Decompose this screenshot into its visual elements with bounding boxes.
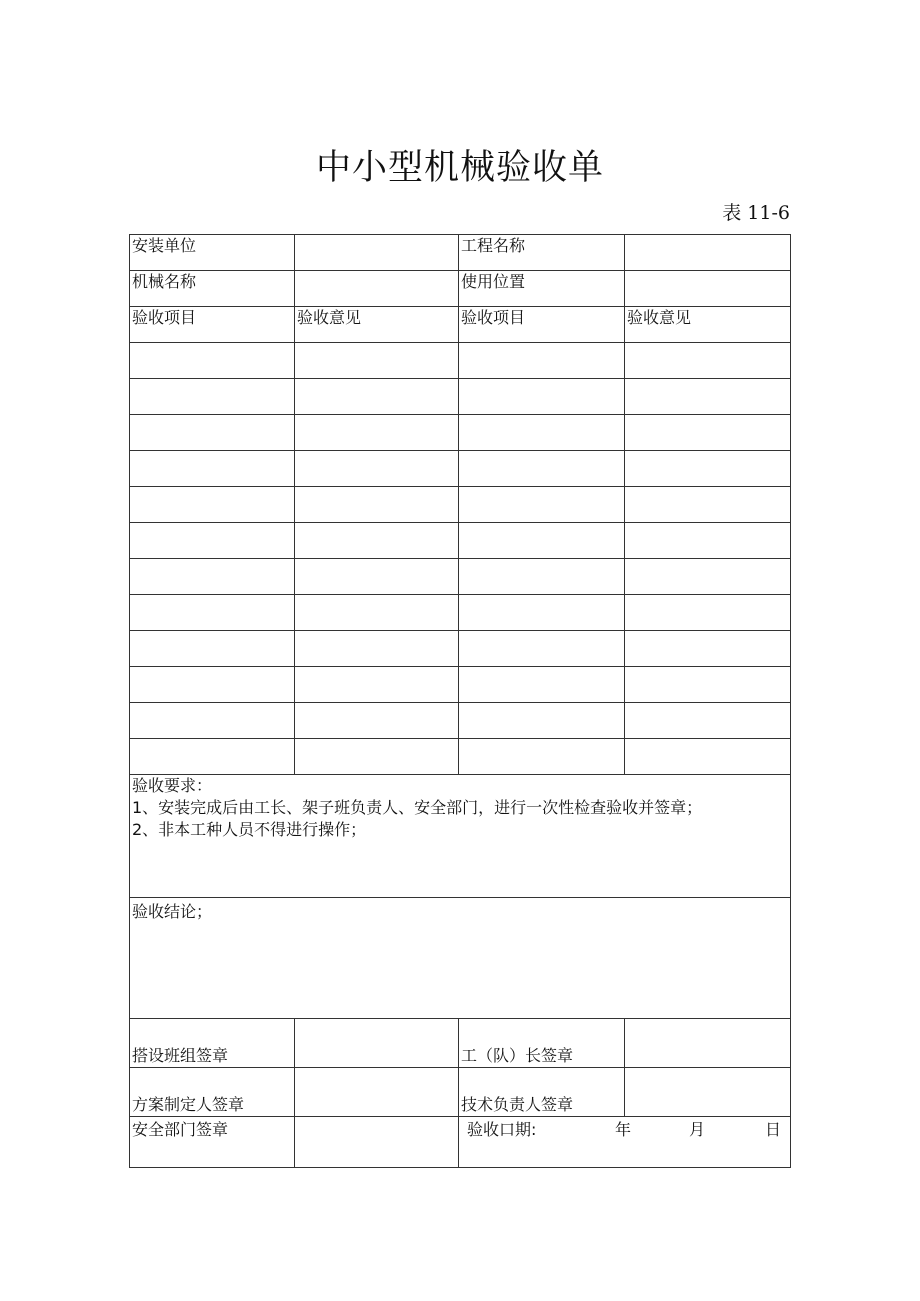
plan-sign-field[interactable] <box>295 1068 459 1117</box>
signature-row <box>130 1068 791 1117</box>
opinion-cell[interactable] <box>625 343 791 379</box>
signature-row <box>130 1117 791 1168</box>
form-title: 中小型机械验收单 <box>315 148 604 188</box>
tech-sign-field[interactable] <box>625 1068 791 1117</box>
conclusion-label: 验收结论； <box>132 902 213 921</box>
item-cell[interactable] <box>130 739 295 775</box>
opinion-cell[interactable] <box>295 703 459 739</box>
item-cell[interactable] <box>130 595 295 631</box>
use-location-field[interactable] <box>625 271 791 307</box>
opinion-cell[interactable] <box>625 667 791 703</box>
opinion-cell[interactable] <box>295 523 459 559</box>
requirements-heading: 验收要求： <box>132 776 213 795</box>
opinion-cell[interactable] <box>625 379 791 415</box>
opinion-cell[interactable] <box>625 487 791 523</box>
machine-name-field[interactable] <box>295 271 459 307</box>
date-year-label: 年 <box>615 1120 632 1139</box>
team-sign-field[interactable] <box>295 1019 459 1068</box>
table-row <box>130 559 791 595</box>
item-cell[interactable] <box>459 703 625 739</box>
table-row <box>130 703 791 739</box>
inspection-item-header: 验收项目 <box>130 307 295 343</box>
item-cell[interactable] <box>130 631 295 667</box>
safety-sign-label: 安全部门签章 <box>130 1117 295 1168</box>
item-cell[interactable] <box>130 451 295 487</box>
conclusion-row <box>130 898 791 1019</box>
item-cell[interactable] <box>459 559 625 595</box>
opinion-cell[interactable] <box>295 739 459 775</box>
inspection-opinion-header: 验收意见 <box>295 307 459 343</box>
opinion-cell[interactable] <box>295 415 459 451</box>
date-month-label: 月 <box>689 1120 706 1139</box>
item-cell[interactable] <box>130 559 295 595</box>
item-cell[interactable] <box>459 379 625 415</box>
team-sign-label: 搭设班组签章 <box>130 1019 295 1068</box>
table-row <box>130 487 791 523</box>
table-row <box>130 523 791 559</box>
item-cell[interactable] <box>130 523 295 559</box>
table-row <box>130 271 791 307</box>
requirement-line-2: 2、非本工种人员不得进行操作； <box>132 820 367 839</box>
table-row <box>130 307 791 343</box>
opinion-cell[interactable] <box>625 595 791 631</box>
requirement-line-1: 1、安装完成后由工长、架子班负责人、安全部门，进行一次性检查验收并签章； <box>132 798 703 817</box>
item-cell[interactable] <box>130 667 295 703</box>
opinion-cell[interactable] <box>625 559 791 595</box>
table-row <box>130 343 791 379</box>
conclusion-section[interactable] <box>130 898 791 1019</box>
item-cell[interactable] <box>459 451 625 487</box>
item-cell[interactable] <box>130 415 295 451</box>
item-cell[interactable] <box>459 487 625 523</box>
machine-name-label: 机械名称 <box>130 271 295 307</box>
table-number: 表 11-6 <box>722 202 790 224</box>
item-cell[interactable] <box>459 343 625 379</box>
table-row <box>130 451 791 487</box>
install-unit-label: 安装单位 <box>130 235 295 271</box>
item-cell[interactable] <box>130 343 295 379</box>
acceptance-date-label: 验收口期: <box>467 1120 537 1139</box>
acceptance-form-table <box>129 234 791 1168</box>
opinion-cell[interactable] <box>625 631 791 667</box>
acceptance-date-field[interactable] <box>459 1117 791 1168</box>
opinion-cell[interactable] <box>295 451 459 487</box>
table-row <box>130 235 791 271</box>
project-name-field[interactable] <box>625 235 791 271</box>
plan-sign-label: 方案制定人签章 <box>130 1068 295 1117</box>
table-row <box>130 667 791 703</box>
foreman-sign-label: 工（队）长签章 <box>459 1019 625 1068</box>
item-cell[interactable] <box>130 703 295 739</box>
opinion-cell[interactable] <box>625 451 791 487</box>
opinion-cell[interactable] <box>295 379 459 415</box>
opinion-cell[interactable] <box>295 595 459 631</box>
opinion-cell[interactable] <box>295 559 459 595</box>
use-location-label: 使用位置 <box>459 271 625 307</box>
requirements-row <box>130 775 791 898</box>
item-cell[interactable] <box>130 379 295 415</box>
table-row <box>130 379 791 415</box>
opinion-cell[interactable] <box>295 487 459 523</box>
requirements-section <box>130 775 791 898</box>
item-cell[interactable] <box>459 523 625 559</box>
table-row <box>130 415 791 451</box>
install-unit-field[interactable] <box>295 235 459 271</box>
table-row <box>130 631 791 667</box>
opinion-cell[interactable] <box>625 415 791 451</box>
table-row <box>130 739 791 775</box>
item-cell[interactable] <box>459 739 625 775</box>
safety-sign-field[interactable] <box>295 1117 459 1168</box>
opinion-cell[interactable] <box>295 631 459 667</box>
item-cell[interactable] <box>459 631 625 667</box>
opinion-cell[interactable] <box>625 703 791 739</box>
opinion-cell[interactable] <box>295 667 459 703</box>
item-cell[interactable] <box>130 487 295 523</box>
inspection-item-header: 验收项目 <box>459 307 625 343</box>
project-name-label: 工程名称 <box>459 235 625 271</box>
opinion-cell[interactable] <box>625 523 791 559</box>
date-day-label: 日 <box>765 1120 782 1139</box>
inspection-opinion-header: 验收意见 <box>625 307 791 343</box>
opinion-cell[interactable] <box>625 739 791 775</box>
signature-row <box>130 1019 791 1068</box>
item-cell[interactable] <box>459 415 625 451</box>
table-row <box>130 595 791 631</box>
tech-sign-label: 技术负责人签章 <box>459 1068 625 1117</box>
item-cell[interactable] <box>459 595 625 631</box>
foreman-sign-field[interactable] <box>625 1019 791 1068</box>
opinion-cell[interactable] <box>295 343 459 379</box>
item-cell[interactable] <box>459 667 625 703</box>
